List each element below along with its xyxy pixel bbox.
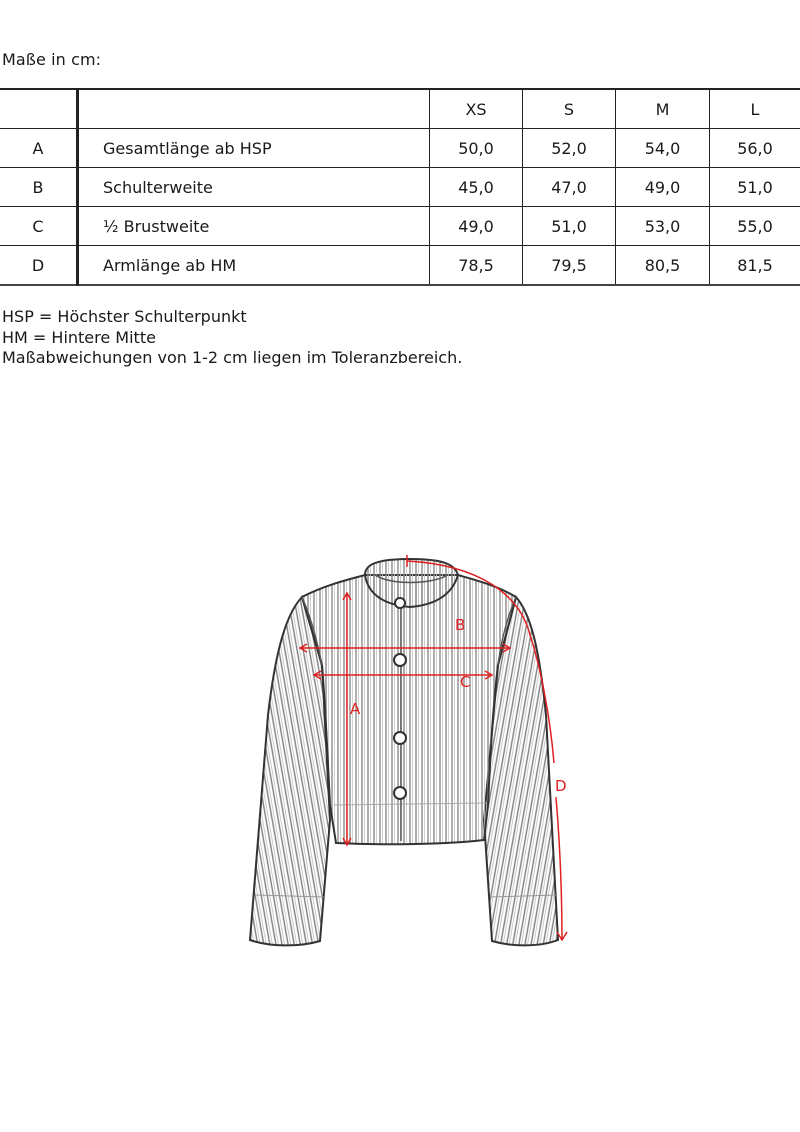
row-value-xs: 50,0 [430,129,523,168]
note-hsp: HSP = Höchster Schulterpunkt [2,307,247,326]
header-size-l: L [710,89,800,129]
table-row [0,207,800,246]
row-value-s: 52,0 [523,129,616,168]
cardigan-sketch-icon [240,545,580,955]
header-key-cell [0,89,78,129]
table-row [0,129,800,168]
size-chart-table [0,88,800,286]
row-key: B [0,168,78,207]
cardigan-illustration [240,545,580,955]
note-hm: HM = Hintere Mitte [2,327,156,347]
header-size-m: M [616,89,710,129]
table-row [0,168,800,207]
row-value-l: 51,0 [710,168,800,207]
row-value-s: 51,0 [523,207,616,246]
row-value-m: 49,0 [616,168,710,207]
table-row [0,246,800,286]
row-value-l: 56,0 [710,129,800,168]
row-value-l: 81,5 [710,246,800,286]
row-key: C [0,207,78,246]
row-value-m: 80,5 [616,246,710,286]
row-label: Armlänge ab HM [78,246,430,286]
table-header-row [0,89,800,129]
row-key: D [0,246,78,286]
header-size-xs: XS [430,89,523,129]
row-value-s: 79,5 [523,246,616,286]
header-label-cell [78,89,430,129]
notes [2,307,462,369]
row-value-xs: 45,0 [430,168,523,207]
measurement-label-b: B [455,616,466,634]
row-value-xs: 78,5 [430,246,523,286]
page-title: Maße in cm: [2,50,102,69]
row-value-m: 53,0 [616,207,710,246]
row-value-l: 55,0 [710,207,800,246]
row-key: A [0,129,78,168]
row-label: Schulterweite [78,168,430,207]
row-value-m: 54,0 [616,129,710,168]
row-label: ½ Brustweite [78,207,430,246]
row-label: Gesamtlänge ab HSP [78,129,430,168]
measurement-label-a: A [350,700,361,718]
row-value-s: 47,0 [523,168,616,207]
note-tolerance: Maßabweichungen von 1-2 cm liegen im Toleranzbereich. [2,348,463,367]
header-size-s: S [523,89,616,129]
measurement-label-d: D [555,777,567,795]
measurement-label-c: C [460,673,471,691]
row-value-xs: 49,0 [430,207,523,246]
